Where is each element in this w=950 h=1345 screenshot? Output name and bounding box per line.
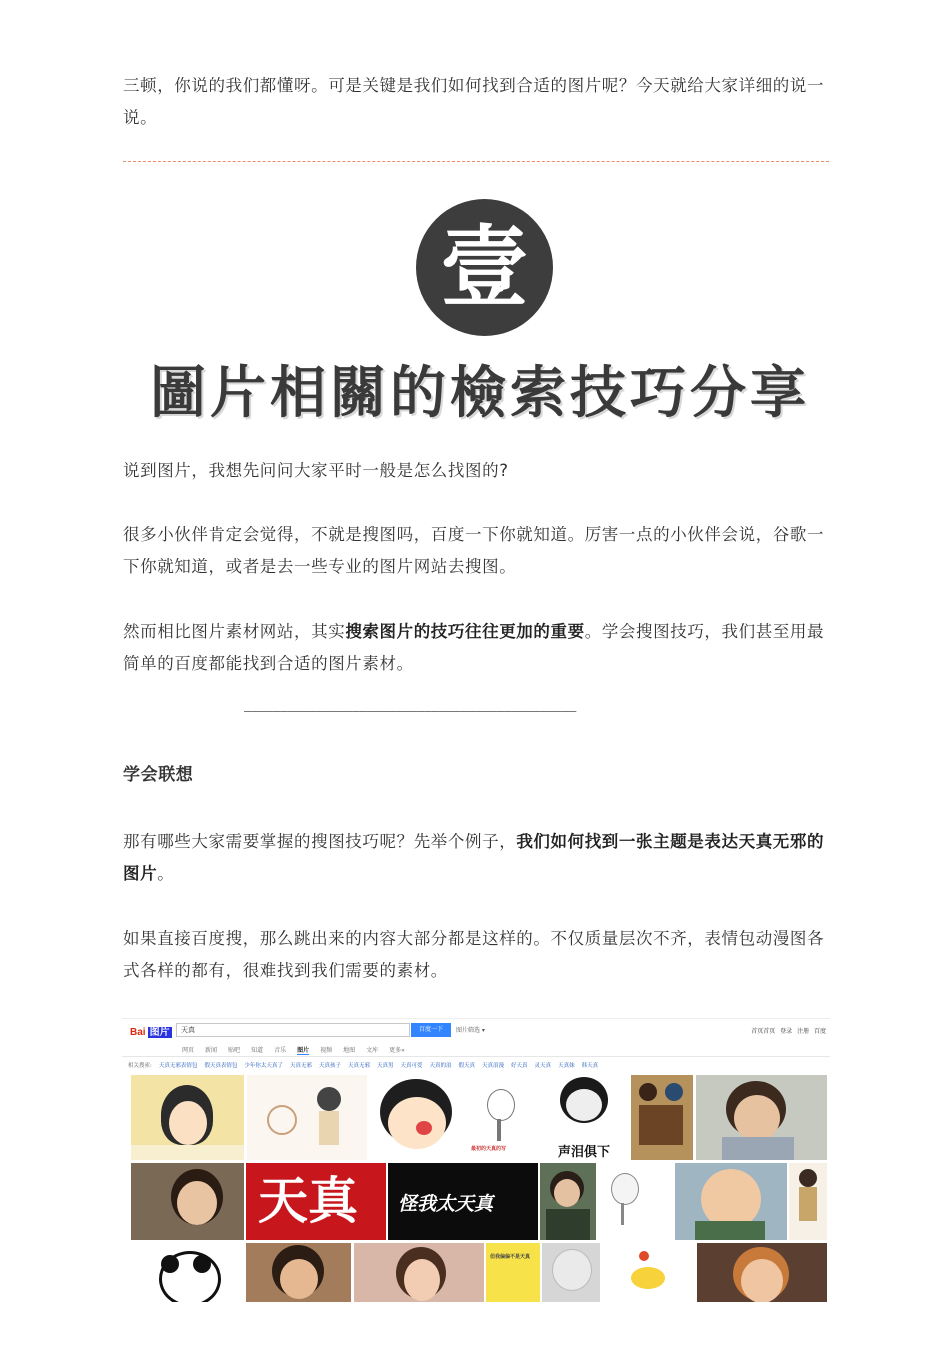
tab-divider: [122, 1056, 830, 1057]
text-segment: 。学会搜图技巧，我们甚至用最简单的百度都能找到合适的图片素材。: [123, 622, 825, 673]
image-result[interactable]: [697, 1243, 827, 1302]
intro-paragraph: 三顿，你说的我们都懂呀。可是关键是我们如何找到合适的图片呢？今天就给大家详细的说一说。: [123, 76, 825, 127]
image-result[interactable]: [246, 1243, 351, 1302]
search-header: [122, 1019, 830, 1041]
image-result[interactable]: [789, 1163, 827, 1240]
related-search-link[interactable]: 假天真: [458, 1063, 476, 1069]
search-tab[interactable]: 网页: [182, 1047, 195, 1054]
top-links[interactable]: 首页首页 登录 注册 百度: [751, 1028, 826, 1035]
search-tab[interactable]: 新闻: [205, 1047, 218, 1054]
image-filter-link[interactable]: 图片筛选 ▾: [456, 1027, 485, 1034]
related-search-link[interactable]: 天真的浪: [429, 1063, 452, 1069]
section-heading: 学会联想: [123, 765, 194, 785]
baidu-logo: [130, 1023, 172, 1038]
text-segment: 。: [157, 864, 175, 883]
bold-segment: 搜索图片的技巧往往更加的重要: [345, 622, 585, 641]
search-input[interactable]: 天真: [176, 1023, 410, 1037]
related-search-link[interactable]: 好天真: [511, 1063, 528, 1069]
bold-segment: 我们如何找到一张主题是表达天真无邪的图片: [123, 832, 825, 883]
section-number-badge: [416, 199, 553, 336]
related-search-link[interactable]: 天真无邪表情包: [158, 1063, 198, 1069]
tile-caption: 天真: [258, 1171, 358, 1230]
image-result[interactable]: [131, 1163, 244, 1240]
image-result[interactable]: [388, 1163, 538, 1240]
image-result[interactable]: [246, 1163, 386, 1240]
tile-caption: 怪我太天真: [398, 1193, 494, 1215]
baidu-image-search-screenshot: [122, 1018, 830, 1302]
image-result[interactable]: [486, 1243, 540, 1302]
related-search-link[interactable]: 天真妹: [558, 1063, 575, 1069]
logo-pic-label: 图片: [149, 1027, 170, 1038]
paragraph-question: 说到图片，我想先问问大家平时一般是怎么找图的?: [123, 461, 509, 480]
search-tab[interactable]: 图片: [297, 1047, 310, 1054]
tile-caption: 最初的天真的写: [471, 1146, 507, 1152]
logo-text: Bai: [130, 1027, 146, 1038]
related-search-link[interactable]: 天真可爱: [400, 1063, 423, 1069]
text-separator: ——————————————————————————————————————————————: [244, 704, 577, 718]
related-searches: [128, 1061, 605, 1069]
paragraph-search-habits: 很多小伙伴肯定会觉得，不就是搜图吗，百度一下你就知道。厉害一点的小伙伴会说，谷歌一下你就知道，或者是去一些专业的图片网站去搜图。: [123, 525, 825, 576]
related-search-link[interactable]: 天真无邪: [347, 1063, 370, 1069]
related-search-link[interactable]: 天真浪漫: [482, 1063, 505, 1069]
image-result[interactable]: [247, 1075, 367, 1160]
search-tab[interactable]: 知道: [251, 1047, 264, 1054]
tile-caption: 声泪俱下: [558, 1145, 611, 1160]
image-result[interactable]: [542, 1243, 600, 1302]
text-segment: 那有哪些大家需要掌握的搜图技巧呢？先举个例子，: [123, 832, 517, 851]
related-search-link[interactable]: 少年你太天真了: [244, 1063, 283, 1069]
search-tab[interactable]: 地图: [343, 1047, 356, 1054]
related-search-link[interactable]: 天真孩子: [318, 1063, 341, 1069]
paragraph-baidu-results: 如果直接百度搜，那么跳出来的内容大部分都是这样的。不仅质量层次不齐，表情包动漫图各式各样的都有，很难找到我们需要的素材。: [123, 929, 825, 980]
search-tab[interactable]: 文库: [366, 1047, 379, 1054]
image-result[interactable]: [603, 1243, 695, 1302]
paragraph-example: [123, 826, 829, 890]
dashed-divider: [123, 161, 829, 162]
related-search-link[interactable]: 天真无邪: [289, 1063, 312, 1069]
tile-caption: 但我偏偏不是天真: [490, 1254, 531, 1260]
related-search-link[interactable]: 天真男: [376, 1063, 394, 1069]
image-result[interactable]: [131, 1075, 244, 1160]
search-tabs: [182, 1045, 416, 1054]
image-result[interactable]: [131, 1243, 244, 1302]
badge-character: 壹: [440, 215, 529, 319]
image-result[interactable]: [540, 1075, 628, 1160]
search-button[interactable]: 百度一下: [411, 1023, 451, 1037]
search-tab[interactable]: 更多»: [389, 1047, 405, 1054]
image-result[interactable]: [631, 1075, 693, 1160]
paragraph-search-tips: [123, 616, 829, 680]
text-segment: 然而相比图片素材网站，其实: [123, 622, 346, 641]
search-tab[interactable]: 视频: [320, 1047, 333, 1054]
search-tab[interactable]: 音乐: [274, 1047, 287, 1054]
image-result[interactable]: [372, 1075, 460, 1160]
related-label: 相关搜索:: [128, 1063, 152, 1069]
image-result[interactable]: [463, 1075, 537, 1160]
image-result[interactable]: [599, 1163, 673, 1240]
image-result[interactable]: [696, 1075, 827, 1160]
search-tab[interactable]: 贴吧: [228, 1047, 241, 1054]
image-result[interactable]: [540, 1163, 596, 1240]
related-search-link[interactable]: 灵天真: [534, 1063, 552, 1069]
image-result[interactable]: [675, 1163, 787, 1240]
related-search-link[interactable]: 韩天真: [581, 1063, 599, 1069]
related-search-link[interactable]: 假天真表情包: [204, 1063, 238, 1069]
section-banner-title: 圖片相關的檢索技巧分享: [150, 361, 810, 426]
image-result[interactable]: [354, 1243, 484, 1302]
